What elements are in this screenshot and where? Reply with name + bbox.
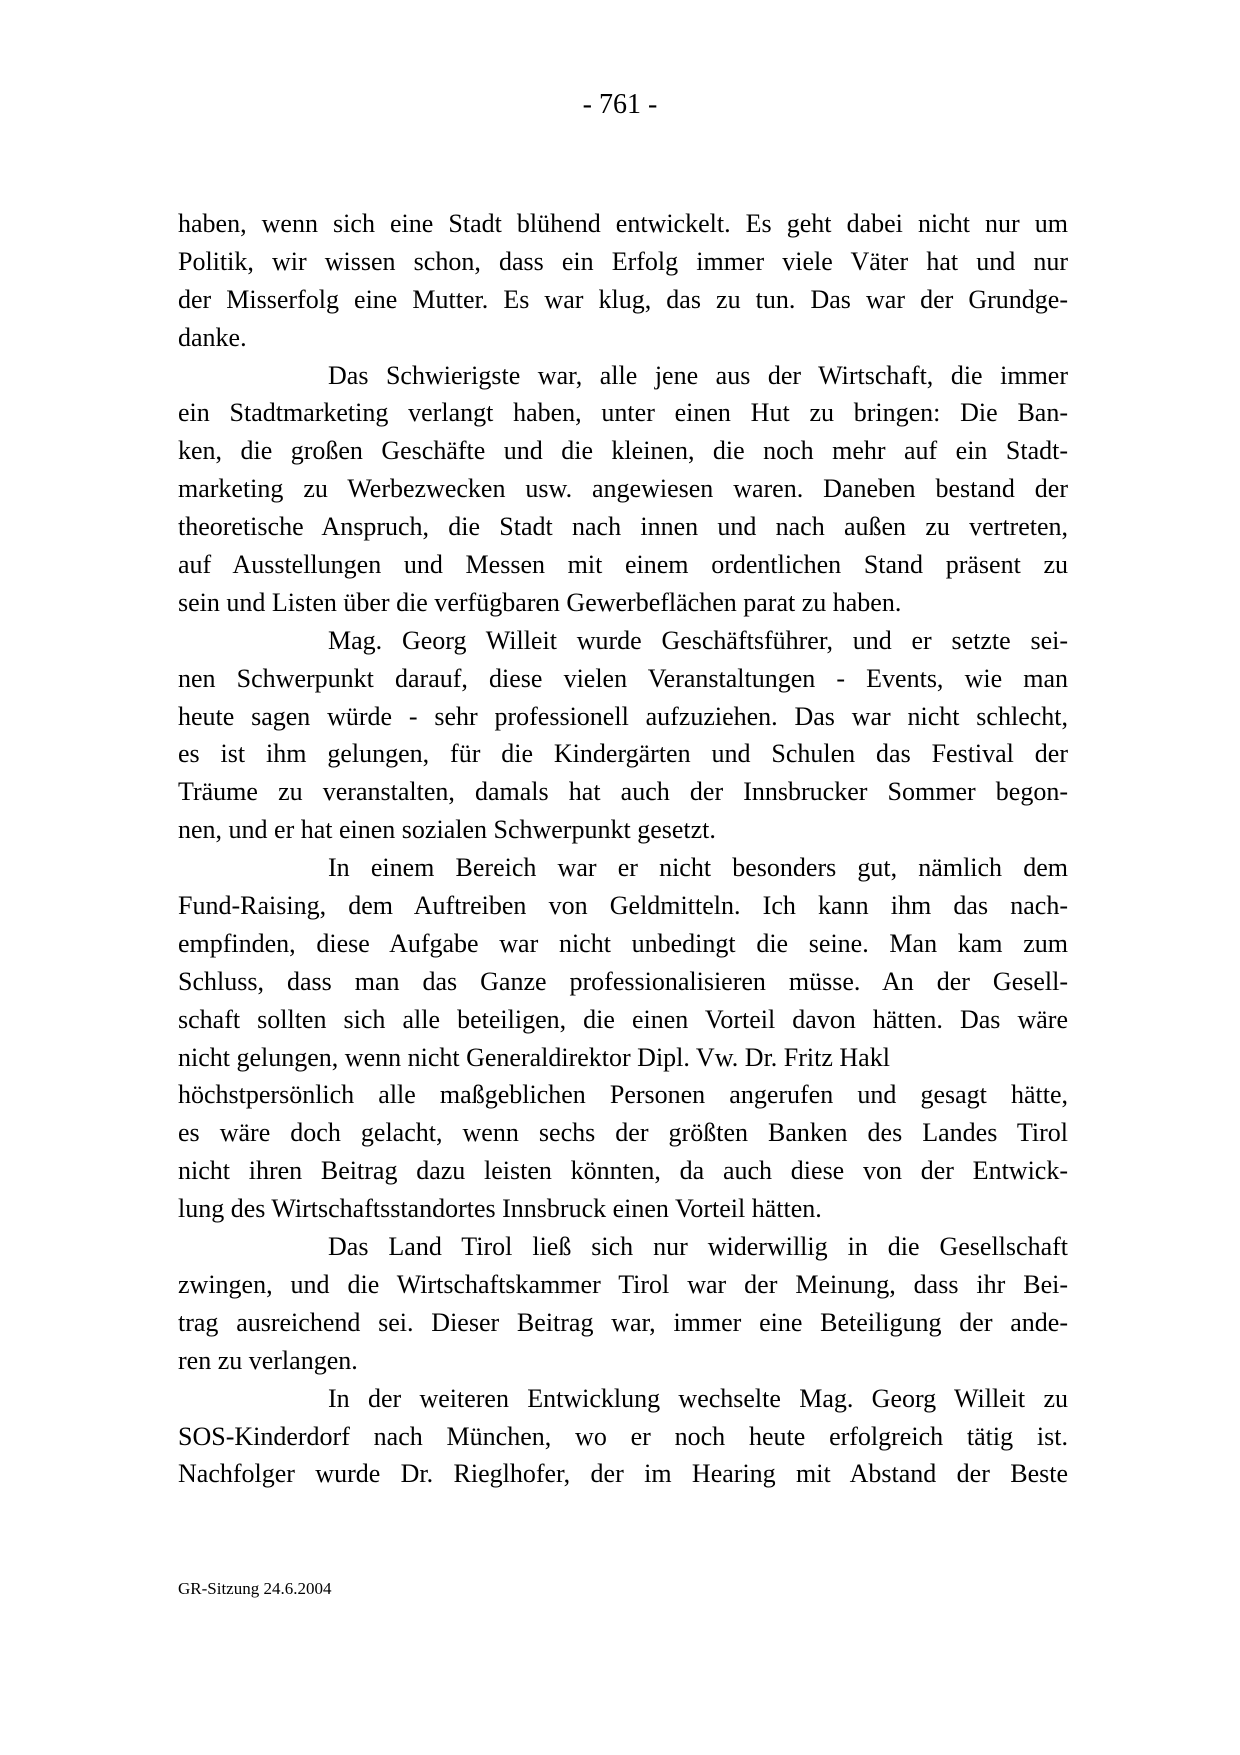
text-line: ren zu verlangen. bbox=[178, 1345, 358, 1375]
body-text bbox=[178, 205, 1068, 1493]
paragraph bbox=[178, 622, 1068, 849]
text-line: In der weiteren Entwicklung wechselte Mag. Georg Willeit zu bbox=[328, 1383, 1068, 1413]
text-line: Nachfolger wurde Dr. Rieglhofer, der im Hearing mit Abstand der Beste bbox=[178, 1459, 1068, 1489]
text-line: danke. bbox=[178, 322, 247, 352]
text-line: nen Schwerpunkt darauf, diese vielen Veranstaltungen - Events, wie man bbox=[178, 663, 1068, 693]
paragraph bbox=[178, 849, 1068, 1228]
text-line: marketing zu Werbezwecken usw. angewiesen waren. Daneben bestand der bbox=[178, 474, 1068, 504]
text-line: Träume zu veranstalten, damals hat auch der Innsbrucker Sommer begon- bbox=[178, 777, 1068, 807]
text-line: höchstpersönlich alle maßgeblichen Personen angerufen und gesagt hätte, bbox=[178, 1080, 1068, 1110]
text-line: nicht gelungen, wenn nicht Generaldirektor Dipl. Vw. Dr. Fritz Hakl bbox=[178, 1042, 890, 1072]
footer: GR-Sitzung 24.6.2004 bbox=[178, 1579, 332, 1598]
text-line: ken, die großen Geschäfte und die kleinen, die noch mehr auf ein Stadt- bbox=[178, 436, 1068, 466]
text-line: schaft sollten sich alle beteiligen, die einen Vorteil davon hätten. Das wäre bbox=[178, 1004, 1068, 1034]
paragraph bbox=[178, 1380, 1068, 1494]
text-line: der Misserfolg eine Mutter. Es war klug, das zu tun. Das war der Grundge- bbox=[178, 284, 1068, 314]
text-line: sein und Listen über die verfügbaren Gewerbeflächen parat zu haben. bbox=[178, 587, 902, 617]
text-line: nicht ihren Beitrag dazu leisten könnten, da auch diese von der Entwick- bbox=[178, 1156, 1068, 1186]
text-line: nen, und er hat einen sozialen Schwerpunkt gesetzt. bbox=[178, 815, 716, 845]
text-line: ein Stadtmarketing verlangt haben, unter einen Hut zu bringen: Die Ban- bbox=[178, 398, 1068, 428]
text-line: Schluss, dass man das Ganze professionalisieren müsse. An der Gesell- bbox=[178, 966, 1068, 996]
paragraph bbox=[178, 357, 1068, 622]
text-line: Das Schwierigste war, alle jene aus der Wirtschaft, die immer bbox=[328, 360, 1068, 390]
text-line: empfinden, diese Aufgabe war nicht unbedingt die seine. Man kam zum bbox=[178, 928, 1068, 958]
text-line: haben, wenn sich eine Stadt blühend entwickelt. Es geht dabei nicht nur um bbox=[178, 209, 1068, 238]
text-line: Fund-Raising, dem Auftreiben von Geldmitteln. Ich kann ihm das nach- bbox=[178, 891, 1068, 921]
text-line: auf Ausstellungen und Messen mit einem ordentlichen Stand präsent zu bbox=[178, 550, 1068, 580]
text-line: Das Land Tirol ließ sich nur widerwillig in die Gesellschaft bbox=[328, 1232, 1068, 1262]
text-line: heute sagen würde - sehr professionell aufzuziehen. Das war nicht schlecht, bbox=[178, 701, 1068, 731]
text-line: Mag. Georg Willeit wurde Geschäftsführer, und er setzte sei- bbox=[328, 625, 1068, 655]
text-line: lung des Wirtschaftsstandortes Innsbruck einen Vorteil hätten. bbox=[178, 1194, 822, 1224]
paragraph bbox=[178, 205, 1068, 357]
text-line: es ist ihm gelungen, für die Kindergärten und Schulen das Festival der bbox=[178, 739, 1068, 769]
text-line: theoretische Anspruch, die Stadt nach innen und nach außen zu vertreten, bbox=[178, 512, 1068, 542]
text-line: trag ausreichend sei. Dieser Beitrag war, immer eine Beteiligung der ande- bbox=[178, 1307, 1068, 1337]
page-number: - 761 - bbox=[582, 89, 658, 120]
text-line: Politik, wir wissen schon, dass ein Erfolg immer viele Väter hat und nur bbox=[178, 246, 1068, 276]
paragraph bbox=[178, 1228, 1068, 1380]
text-line: In einem Bereich war er nicht besonders gut, nämlich dem bbox=[328, 853, 1068, 883]
text-line: zwingen, und die Wirtschaftskammer Tirol war der Meinung, dass ihr Bei- bbox=[178, 1269, 1068, 1299]
text-line: es wäre doch gelacht, wenn sechs der größten Banken des Landes Tirol bbox=[178, 1118, 1068, 1148]
text-line: SOS-Kinderdorf nach München, wo er noch heute erfolgreich tätig ist. bbox=[178, 1421, 1068, 1451]
